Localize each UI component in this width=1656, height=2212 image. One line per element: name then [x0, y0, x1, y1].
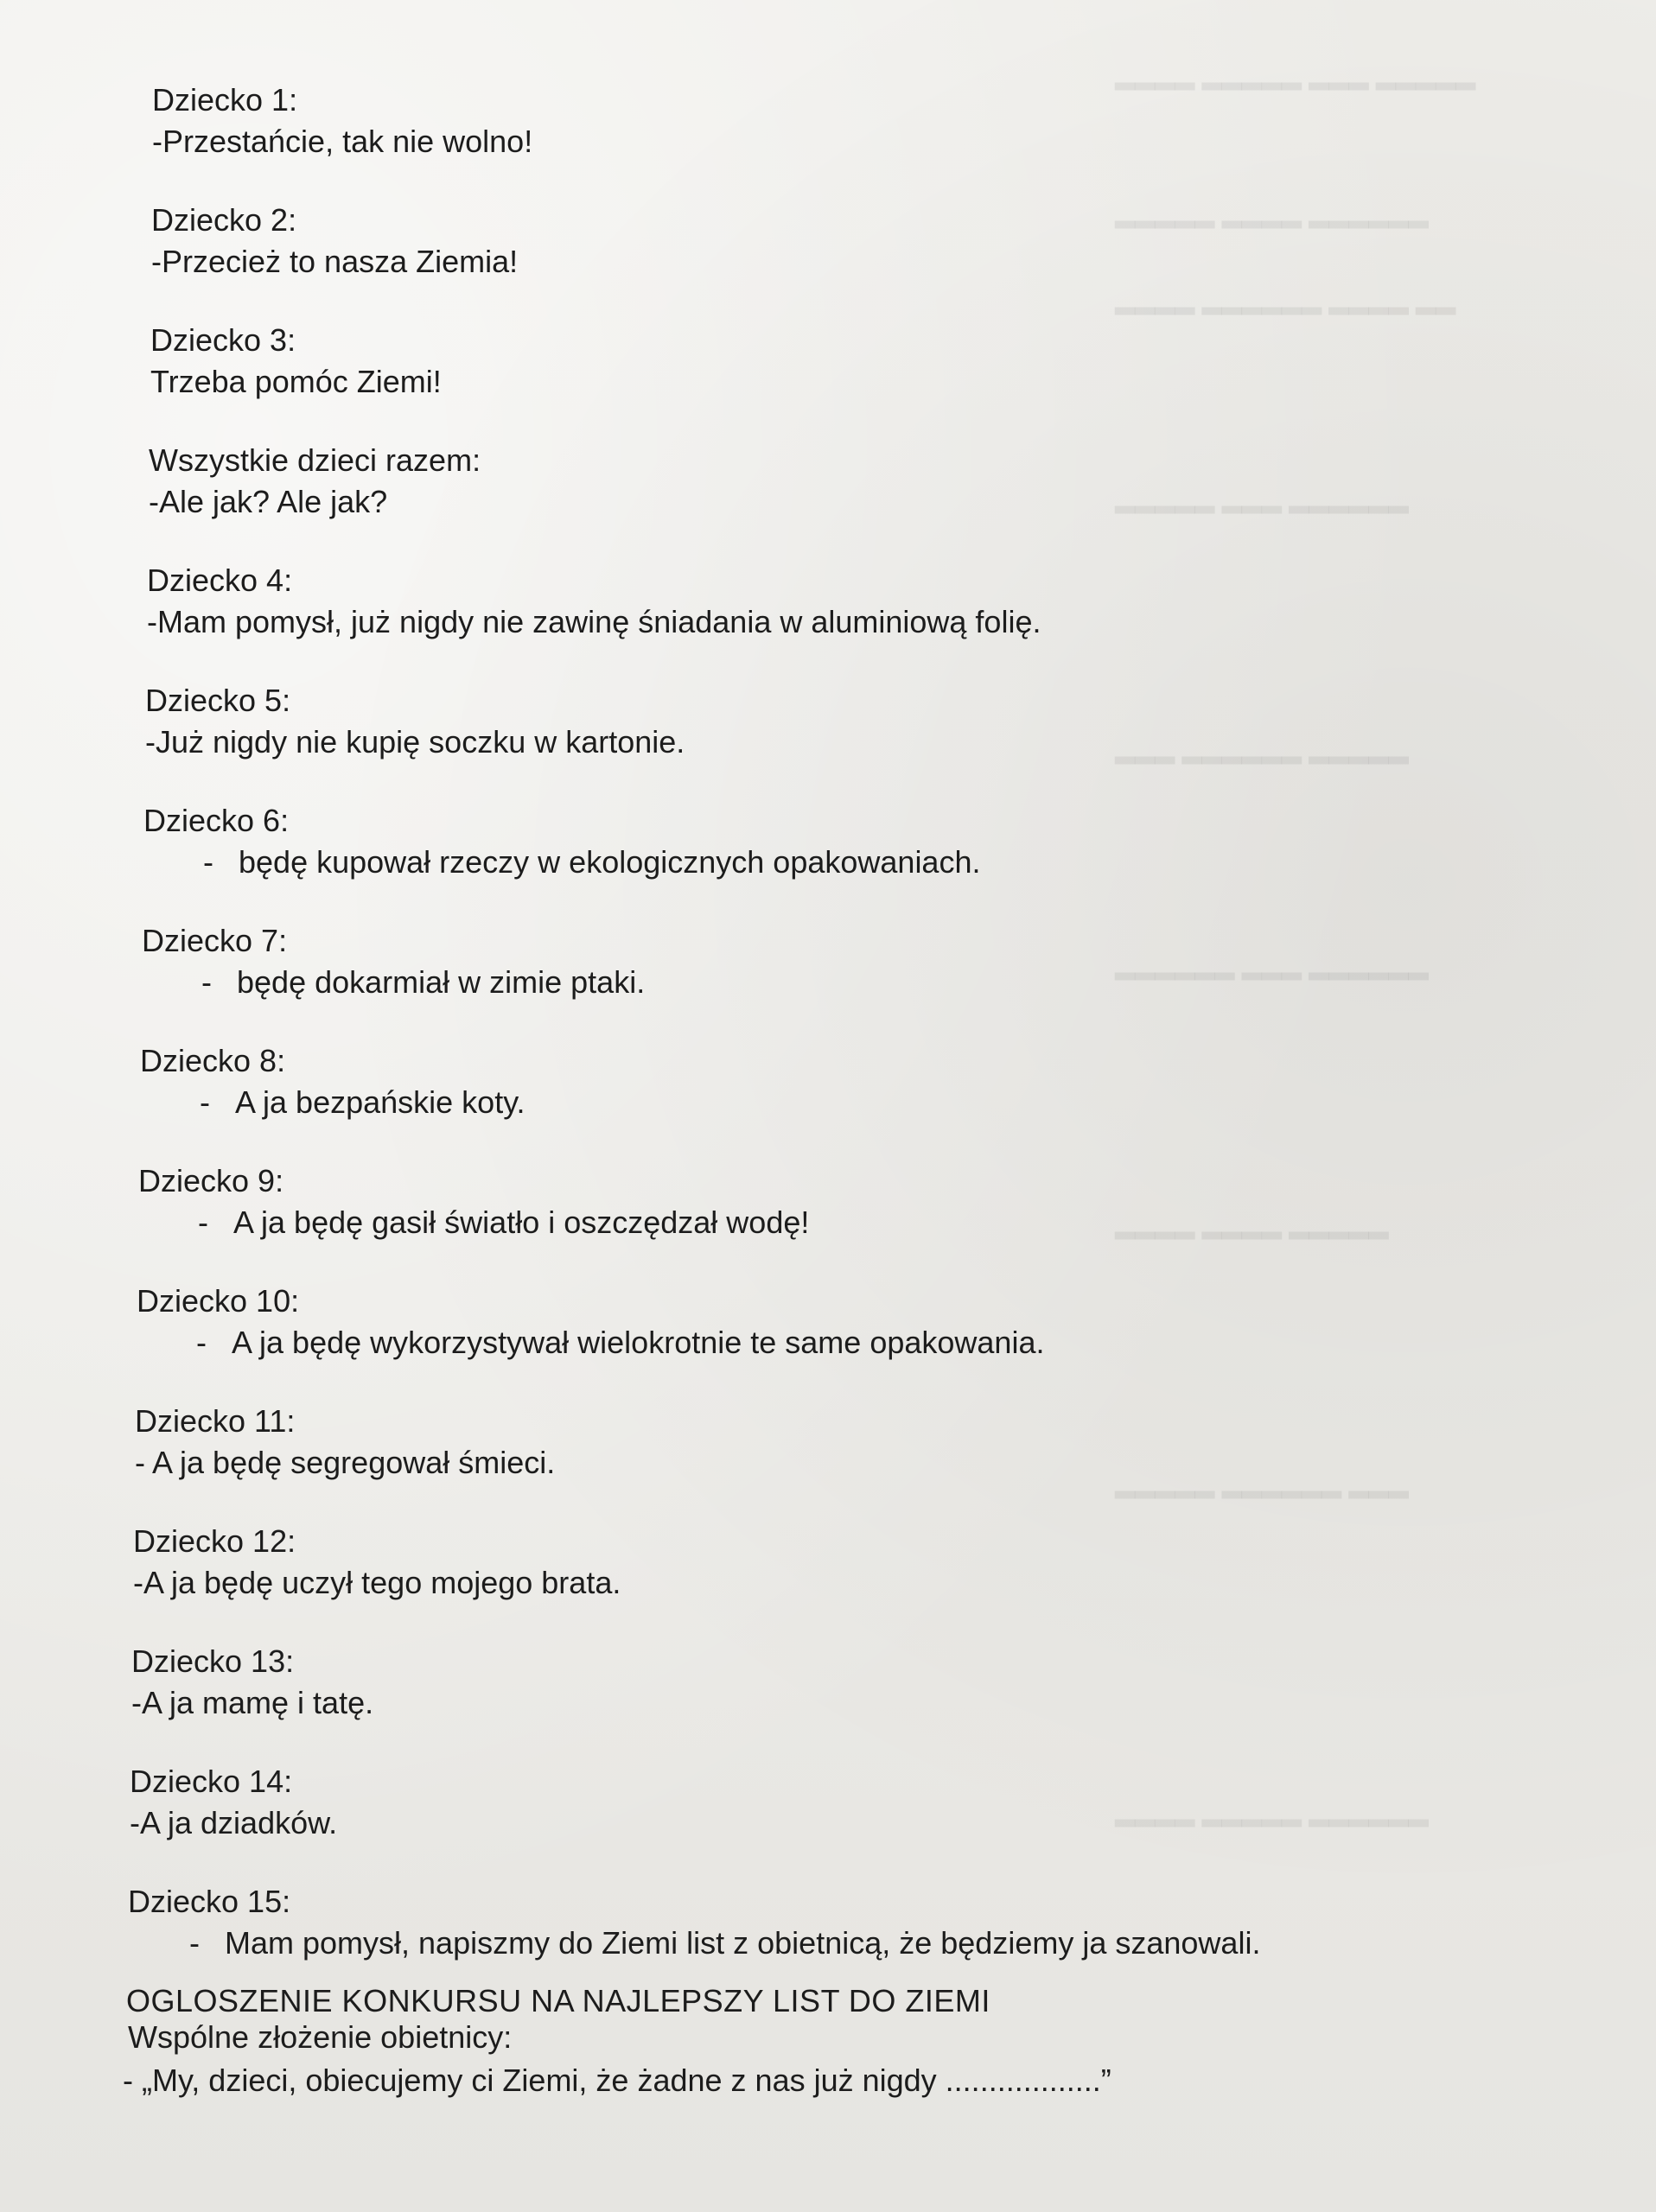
dialogue-line: -A ja mamę i tatę. [131, 1685, 374, 1720]
dialogue-entry-16 [128, 1882, 1260, 1965]
speaker-label: Dziecko 6: [143, 803, 290, 838]
show-through-line: ▂▂▂▂ ▂▂▂▂▂ ▂▂▂▂▂▂ [1115, 1798, 1429, 1827]
speaker-label: Dziecko 13: [131, 1643, 295, 1679]
dialogue-entry-4 [149, 441, 481, 524]
dialogue-entry-3 [150, 321, 442, 404]
dialogue-entry-13 [133, 1522, 621, 1605]
speaker-label: Dziecko 2: [151, 202, 297, 238]
speaker-label: Wszystkie dzieci razem: [149, 442, 481, 478]
speaker-label: Dziecko 10: [137, 1283, 300, 1319]
dialogue-line-text: Mam pomysł, napiszmy do Ziemi list z obietnicą, że będziemy ja szanowali. [225, 1925, 1261, 1961]
dialogue-line: Trzeba pomóc Ziemi! [150, 364, 442, 399]
dialogue-entry-7 [143, 801, 980, 884]
show-through-line: ▂▂▂▂ ▂▂▂▂▂▂ ▂▂▂▂ ▂▂ [1115, 286, 1456, 315]
speaker-label: Dziecko 9: [138, 1163, 284, 1198]
show-through-line: ▂▂▂▂▂ ▂▂▂▂▂▂ ▂▂▂ [1115, 1470, 1409, 1498]
show-through-line: ▂▂▂▂ ▂▂▂▂ ▂▂▂▂▂ [1115, 1211, 1389, 1239]
dialogue-entry-8 [142, 921, 645, 1004]
dialogue-line [142, 961, 645, 1004]
speaker-label: Dziecko 15: [128, 1884, 291, 1919]
speaker-label: Dziecko 8: [140, 1043, 286, 1078]
dialogue-line: -A ja dziadków. [130, 1805, 338, 1840]
show-through-line: ▂▂▂ ▂▂▂▂▂▂ ▂▂▂▂▂ [1115, 735, 1409, 764]
speaker-label: Dziecko 7: [142, 923, 288, 958]
dialogue-entry-11 [137, 1281, 1044, 1364]
contest-announcement: OGLOSZENIE KONKURSU NA NAJLEPSZY LIST DO ZIEMI [126, 1983, 990, 2018]
speaker-label: Dziecko 11: [135, 1403, 296, 1439]
speaker-label: Dziecko 12: [133, 1523, 296, 1559]
dash-bullet: - [196, 1325, 207, 1360]
dialogue-line: -A ja będę uczył tego mojego brata. [133, 1565, 621, 1600]
dialogue-line: -Mam pomysł, już nigdy nie zawinę śniadania w aluminiową folię. [147, 604, 1041, 639]
dialogue-line [128, 1922, 1260, 1965]
dialogue-entry-1 [152, 80, 532, 163]
dialogue-line-text: A ja będę gasił światło i oszczędzał wodę! [233, 1205, 810, 1240]
dialogue-line-text: A ja bezpańskie koty. [235, 1084, 525, 1120]
dialogue-line [143, 841, 980, 884]
dialogue-entry-14 [131, 1642, 373, 1725]
show-through-line: ▂▂▂▂▂ ▂▂▂▂ ▂▂▂▂▂▂ [1115, 200, 1429, 228]
dialogue-line-text: A ja będę wykorzystywał wielokrotnie te same opakowania. [232, 1325, 1045, 1360]
dialogue-line: - A ja będę segregował śmieci. [135, 1445, 556, 1480]
dash-bullet: - [200, 1084, 210, 1120]
dialogue-line [140, 1081, 525, 1124]
dialogue-line [137, 1321, 1044, 1364]
dialogue-entry-15 [130, 1762, 337, 1845]
dialogue-entry-9 [140, 1041, 525, 1124]
promise-line: - „My, dzieci, obiecujemy ci Ziemi, że żadne z nas już nigdy ..................” [123, 2063, 1111, 2098]
speaker-label: Dziecko 3: [150, 322, 296, 358]
dash-bullet: - [189, 1925, 200, 1961]
dash-bullet: - [201, 964, 212, 1000]
promise-heading: Wspólne złożenie obietnicy: [128, 2019, 513, 2055]
dialogue-entry-6 [145, 681, 685, 764]
dialogue-line: -Przestańcie, tak nie wolno! [152, 124, 533, 159]
dialogue-entry-5 [147, 561, 1041, 644]
dialogue-entry-12 [135, 1402, 555, 1484]
dialogue-entry-2 [151, 200, 518, 283]
dash-bullet: - [198, 1205, 208, 1240]
dialogue-entry-10 [138, 1161, 809, 1244]
dialogue-line-text: będę kupował rzeczy w ekologicznych opakowaniach. [239, 844, 981, 880]
show-through-line: ▂▂▂▂▂ ▂▂▂ ▂▂▂▂▂▂ [1115, 485, 1409, 513]
dialogue-line: -Ale jak? Ale jak? [149, 484, 388, 519]
show-through-line: ▂▂▂▂▂▂ ▂▂▂ ▂▂▂▂▂▂ [1115, 951, 1429, 980]
dialogue-line: -Już nigdy nie kupię soczku w kartonie. [145, 724, 685, 760]
speaker-label: Dziecko 14: [130, 1764, 293, 1799]
speaker-label: Dziecko 1: [152, 82, 298, 118]
show-through-line: ▂▂▂▂ ▂▂▂▂▂ ▂▂▂ ▂▂▂▂▂ [1115, 61, 1476, 90]
speaker-label: Dziecko 5: [145, 683, 291, 718]
dialogue-line [138, 1201, 809, 1244]
speaker-label: Dziecko 4: [147, 563, 293, 598]
dash-bullet: - [203, 844, 213, 880]
dialogue-line: -Przecież to nasza Ziemia! [151, 244, 519, 279]
dialogue-line-text: będę dokarmiał w zimie ptaki. [237, 964, 646, 1000]
